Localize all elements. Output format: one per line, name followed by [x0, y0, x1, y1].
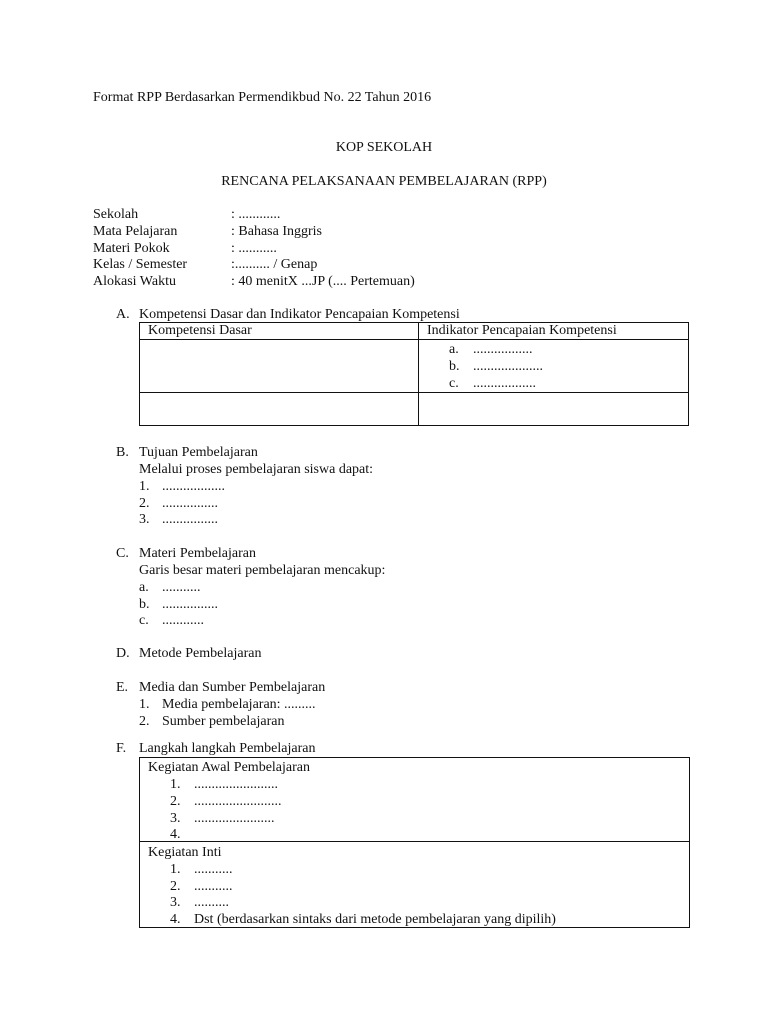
kegiatan-awal-title: Kegiatan Awal Pembelajaran — [148, 760, 310, 775]
list-marker: a. — [139, 580, 149, 595]
list-item: Dst (berdasarkan sintaks dari metode pembelajaran yang dipilih) — [194, 912, 556, 927]
kegiatan-inti-title: Kegiatan Inti — [148, 845, 222, 860]
list-item: ........... — [194, 862, 233, 877]
list-item: .................. — [162, 479, 225, 494]
list-item: ........... — [194, 879, 233, 894]
info-value: :.......... / Genap — [231, 257, 318, 272]
table-row — [140, 340, 689, 393]
list-marker: 4. — [170, 912, 181, 927]
section-c-intro: Garis besar materi pembelajaran mencakup: — [139, 563, 386, 578]
section-d-letter: D. — [116, 646, 130, 661]
list-item: ....................... — [194, 811, 275, 826]
list-marker: b. — [139, 597, 150, 612]
list-item: ......................... — [194, 794, 282, 809]
indicator-marker: b. — [449, 359, 460, 374]
list-marker: 3. — [139, 512, 150, 527]
column-header-kompetensi-dasar: Kompetensi Dasar — [140, 323, 419, 340]
list-item: ................ — [162, 597, 218, 612]
kegiatan-inti-box — [139, 841, 690, 928]
document-title: RENCANA PELAKSANAAN PEMBELAJARAN (RPP) — [221, 174, 547, 189]
list-item: ................ — [162, 512, 218, 527]
list-item: ........... — [162, 580, 201, 595]
section-b-intro: Melalui proses pembelajaran siswa dapat: — [139, 462, 374, 477]
section-f-letter: F. — [116, 741, 127, 756]
section-e-title: Media dan Sumber Pembelajaran — [139, 680, 326, 695]
indicator-marker: a. — [449, 342, 459, 357]
list-marker: 3. — [170, 811, 181, 826]
section-a-letter: A. — [116, 307, 130, 322]
indicator-marker: c. — [449, 376, 459, 391]
info-label: Mata Pelajaran — [93, 224, 178, 239]
info-value: : Bahasa Inggris — [231, 224, 322, 239]
section-c-letter: C. — [116, 546, 129, 561]
list-item: ............ — [162, 613, 204, 628]
section-e-letter: E. — [116, 680, 129, 695]
info-value: : ............ — [231, 207, 281, 222]
list-marker: 2. — [170, 794, 181, 809]
indicator-list — [419, 340, 688, 392]
table-cell-indikator — [419, 340, 689, 393]
list-marker: 2. — [170, 879, 181, 894]
section-c-title: Materi Pembelajaran — [139, 546, 257, 561]
list-marker: 1. — [139, 479, 150, 494]
indicator-text: .................. — [473, 376, 536, 391]
list-item: ........................ — [194, 777, 278, 792]
list-marker: 4. — [170, 827, 181, 842]
format-line: Format RPP Berdasarkan Permendikbud No. 22 Tahun 2016 — [93, 90, 432, 105]
list-marker: 1. — [139, 697, 150, 712]
kegiatan-awal-box — [139, 757, 690, 842]
kop-sekolah-heading: KOP SEKOLAH — [335, 140, 433, 155]
table-cell-indikator — [419, 393, 689, 426]
info-label: Materi Pokok — [93, 241, 170, 256]
section-b-letter: B. — [116, 445, 129, 460]
list-marker: 2. — [139, 496, 150, 511]
list-item: Media pembelajaran: ......... — [162, 697, 316, 712]
list-marker: 2. — [139, 714, 150, 729]
info-label: Kelas / Semester — [93, 257, 188, 272]
indicator-text: ................. — [473, 342, 533, 357]
list-marker: 1. — [170, 862, 181, 877]
section-b-title: Tujuan Pembelajaran — [139, 445, 258, 460]
kompetensi-table — [139, 322, 689, 426]
list-item: Sumber pembelajaran — [162, 714, 285, 729]
table-header-row — [140, 323, 689, 340]
list-marker: c. — [139, 613, 149, 628]
info-value: : ........... — [231, 241, 277, 256]
info-value: : 40 menitX ...JP (.... Pertemuan) — [231, 274, 415, 289]
list-item: ................ — [162, 496, 218, 511]
info-label: Sekolah — [93, 207, 139, 222]
section-f-title: Langkah langkah Pembelajaran — [139, 741, 316, 756]
list-item: .......... — [194, 895, 229, 910]
column-header-indikator: Indikator Pencapaian Kompetensi — [419, 323, 689, 340]
info-label: Alokasi Waktu — [93, 274, 176, 289]
list-marker: 1. — [170, 777, 181, 792]
table-row — [140, 393, 689, 426]
table-cell-kd — [140, 393, 419, 426]
list-marker: 3. — [170, 895, 181, 910]
section-d-title: Metode Pembelajaran — [139, 646, 262, 661]
indicator-text: .................... — [473, 359, 543, 374]
table-cell-kd — [140, 340, 419, 393]
section-a-title: Kompetensi Dasar dan Indikator Pencapaian Kompetensi — [139, 307, 460, 322]
